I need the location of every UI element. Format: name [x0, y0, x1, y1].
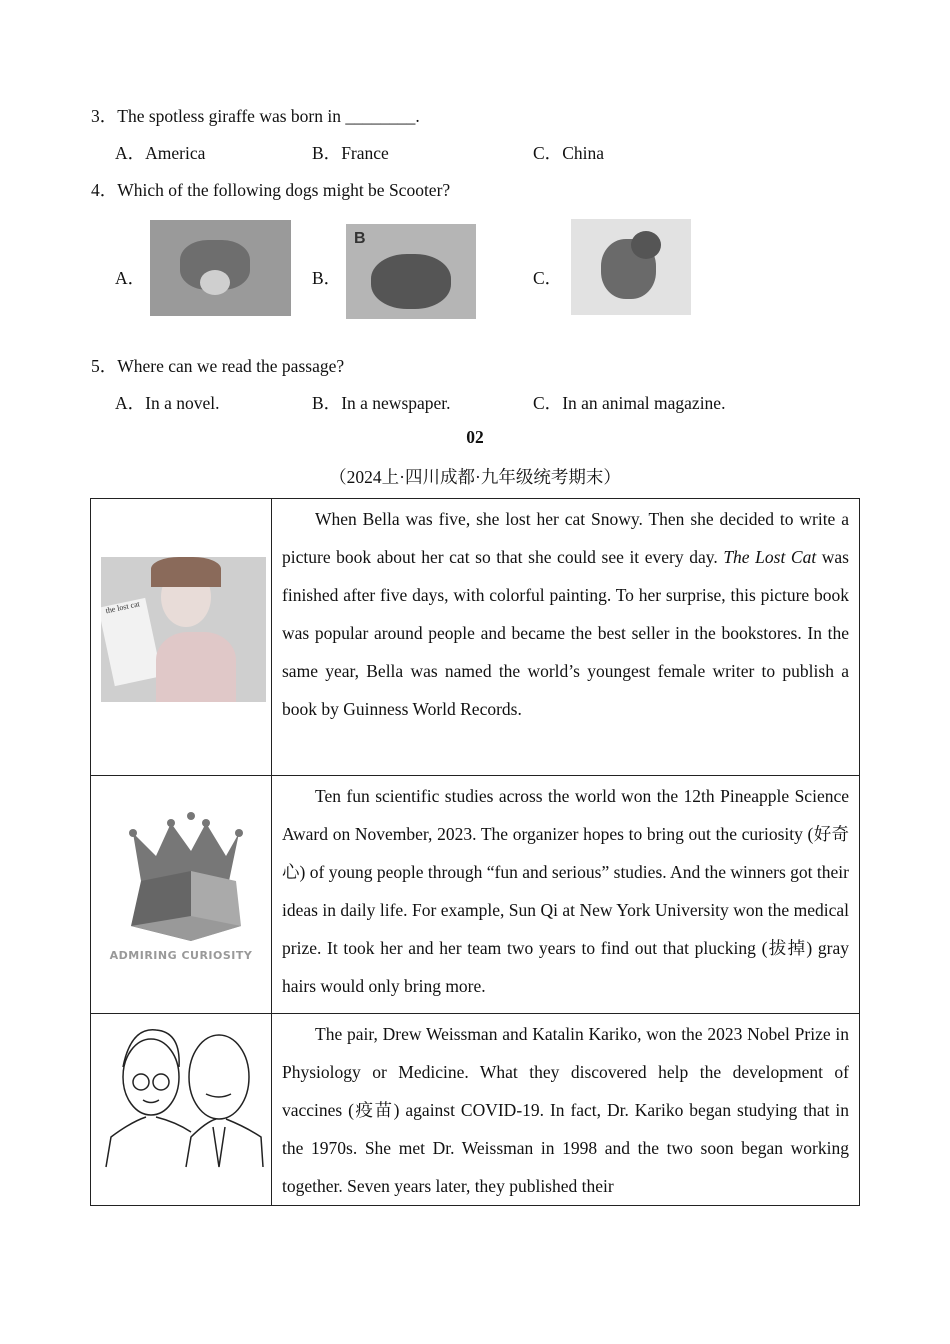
passage-table [90, 498, 860, 1206]
text: was finished after five days, with colorful painting. To her surprise, this picture book was popular around people and became the best seller in the bookstores. In the same year, Bella was named the world’s youngest female writer to publish a book by Guinness World Records. [282, 547, 849, 719]
question-number: 3． [91, 106, 118, 126]
image-cell [91, 776, 272, 1014]
question-4 [91, 177, 450, 202]
question-5 [91, 353, 344, 378]
question-number: 4． [91, 180, 118, 200]
book-cover-text: the lost cat [101, 598, 162, 686]
option-a: A． [115, 268, 146, 288]
option-b: B． [312, 268, 342, 288]
option-a [115, 140, 205, 165]
option-b [312, 140, 389, 165]
option-letter: A． [115, 143, 146, 163]
passage-paragraph: The pair, Drew Weissman and Katalin Kariko, won the 2023 Nobel Prize in Physiology or Medicine. What they discovered help the development of vaccines (疫苗) against COVID-19. In fact, Dr. Kariko began studying that in the 1970s. She met Dr. Weissman in 1998 and the two soon began working together. Seven years later, they published their [282, 1024, 849, 1196]
question-number: 5． [91, 356, 118, 376]
image-cell [91, 499, 272, 776]
text: When Bella was five, she lost her cat Snowy. Then she decided to write a picture book about her cat so that she could see it every day. [282, 509, 849, 567]
option-text: In a novel. [145, 393, 220, 413]
book-title: The Lost Cat [723, 547, 817, 567]
passage-paragraph: Ten fun scientific studies across the world won the 12th Pineapple Science Award on November, 2023. The organizer hopes to bring out the curiosity (好奇心) of young people through “fun and serious” studies. And the winners got their ideas in daily life. For example, Sun Qi at New York University won the medical prize. It took her and her team two years to find out that plucking (拔掉) gray hairs would only bring more. [282, 786, 849, 996]
option-text: In a newspaper. [341, 393, 451, 413]
table-row [91, 1014, 860, 1206]
text-cell [272, 1014, 860, 1206]
text-cell [272, 776, 860, 1014]
option-letter: A． [115, 393, 146, 413]
option-a [115, 390, 220, 415]
question-text: Where can we read the passage? [117, 356, 345, 376]
table-row [91, 776, 860, 1014]
option-c [533, 390, 725, 415]
text-cell [272, 499, 860, 776]
dog-image-b: B [346, 224, 476, 319]
question-text: Which of the following dogs might be Scooter? [117, 180, 451, 200]
section-number: 02 [466, 427, 484, 447]
question-3 [91, 103, 420, 128]
passage-paragraph [282, 499, 849, 728]
option-text: In an animal magazine. [562, 393, 726, 413]
table-row [91, 499, 860, 776]
dog-image-c [571, 219, 691, 315]
question-text: The spotless giraffe was born in ________. [117, 106, 420, 126]
section-source: （2024上·四川成都·九年级统考期末） [329, 467, 621, 487]
option-text: France [341, 143, 389, 163]
option-c [533, 140, 604, 165]
option-letter: B． [312, 393, 342, 413]
scientists-sketch-image [101, 1022, 266, 1170]
option-c: C． [533, 268, 563, 288]
curiosity-cube-logo [111, 811, 261, 941]
option-letter: C． [533, 143, 563, 163]
dog-image-a [150, 220, 291, 316]
girl-with-book-image [101, 557, 266, 702]
option-text: America [145, 143, 206, 163]
logo-caption: ADMIRING CURIOSITY [109, 949, 253, 962]
option-letter: B． [312, 143, 342, 163]
option-b [312, 390, 451, 415]
option-text: China [562, 143, 604, 163]
image-cell [91, 1014, 272, 1206]
option-letter: C． [533, 393, 563, 413]
